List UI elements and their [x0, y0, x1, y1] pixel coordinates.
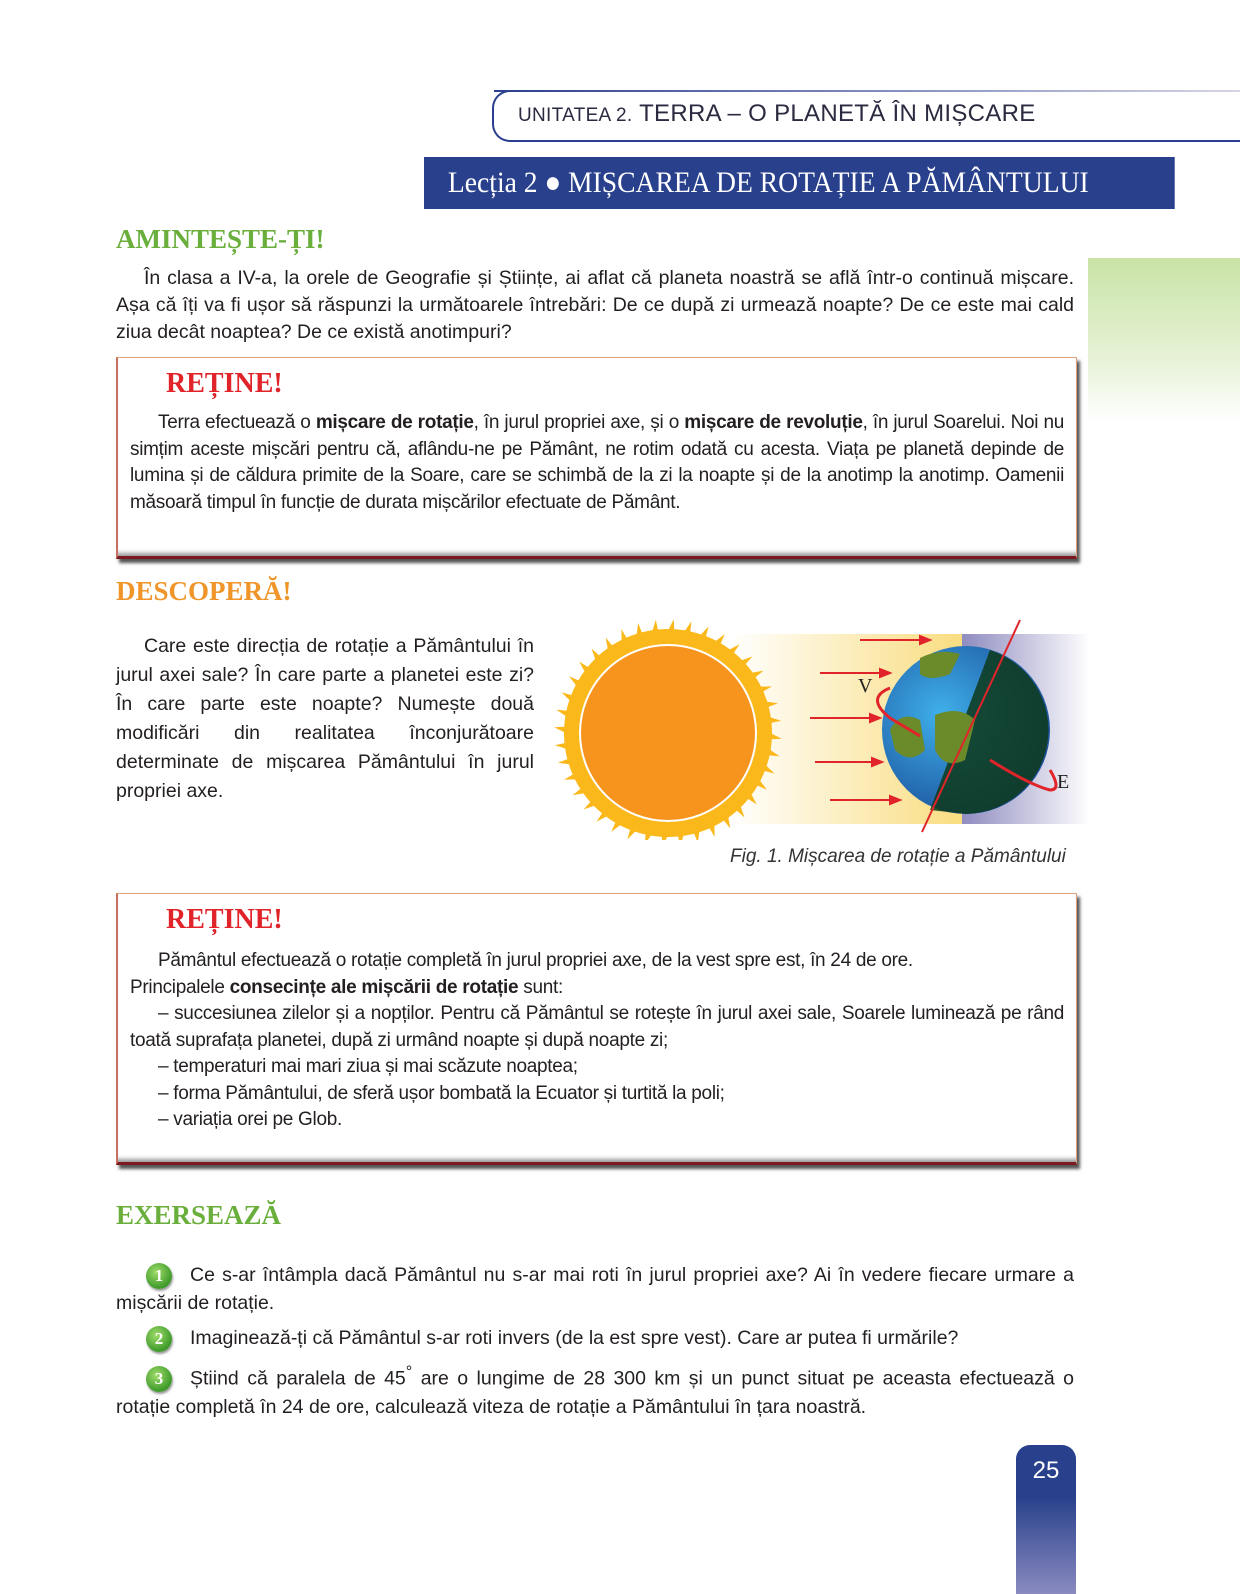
exercise-text: Imaginează-ți că Pământul s-ar roti invers (de la est spre vest). Care ar putea fi urmările? [190, 1327, 959, 1349]
exerseaza-heading: EXERSEAZĂ [116, 1200, 282, 1230]
aminteste-heading: AMINTEȘTE-ȚI! [116, 224, 325, 254]
text: , în jurul Soarelui. Noi nu simțim aceste mișcări pentru că, aflându-ne pe Pământ, ne rotim odată cu acesta. Viața pe planetă depinde de lumina și de căldura primite de la Soare, care se schimbă de la zi la noapte și de la anotimp la anotimp. Oamenii măsoară timpul în funcție de durata mișcărilor efectuate de Pământ. [130, 412, 1065, 513]
exercise-2 [116, 1324, 1074, 1352]
unit-header [518, 100, 1036, 128]
exercise-3 [116, 1358, 1074, 1421]
retine-text [130, 410, 1064, 516]
exercise-text: are o lungime de 28 300 km și un punct situat pe aceasta efectuează o rotație completă în 24 de ore, calculează viteza de rotație a Pământului în țara noastră. [116, 1367, 1074, 1418]
retine-text [130, 948, 1064, 1134]
number-badge: 1 [146, 1263, 172, 1289]
degree-sign: ° [405, 1363, 413, 1381]
exercise-text: Ce s-ar întâmpla dacă Pământul nu s-ar mai roti în jurul propriei axe? Ai în vedere fiecare urmare a mișcării de rotație. [116, 1264, 1074, 1314]
side-decoration [1088, 258, 1240, 423]
text-line: – succesiunea zilelor și a nopților. Pentru că Pământul se rotește în jurul axei sale, Soarele luminează pe rând toată suprafața planetei, după zi urmând noapte și după noapte zi; [130, 1003, 1064, 1051]
number-badge: 2 [146, 1326, 172, 1352]
retine-heading: REȚINE! [166, 904, 283, 935]
unit-label: UNITATEA 2. [518, 105, 633, 126]
text-line: Pământul efectuează o rotație completă în jurul propriei axe, de la vest spre est, în 24 de ore. [158, 950, 913, 971]
text: sunt: [518, 976, 563, 998]
retine-heading: REȚINE! [166, 368, 283, 399]
lesson-title: Lecția 2 ● MIȘCAREA DE ROTAȚIE A PĂMÂNTULUI [424, 157, 1175, 209]
retine-box-2 [116, 893, 1077, 1165]
label-east: E [1057, 771, 1070, 793]
text-line: – temperaturi mai mari ziua și mai scăzute noaptea; [158, 1056, 578, 1077]
descopera-heading: DESCOPERĂ! [116, 576, 292, 606]
term-rotation: mișcare de rotație [315, 412, 474, 433]
text-line: – forma Pământului, de sferă ușor bombată la Ecuator și turtită la poli; [158, 1082, 725, 1104]
exercise-text: Știind că paralela de 45 [190, 1367, 406, 1390]
aminteste-text: În clasa a IV-a, la orele de Geografie și Științe, ai aflat că planeta noastră se află într-o continuă mișcare. Așa că îți va fi ușor să răspunzi la următoarele întrebări: De ce după zi urmează noapte? De ce este mai cald ziua decât noaptea? De ce există anotimpuri? [116, 267, 1074, 343]
rotation-figure [550, 610, 1090, 840]
number-badge: 3 [146, 1366, 172, 1392]
unit-title: TERRA – O PLANETĂ ÎN MIȘCARE [639, 100, 1036, 127]
term-consequences: consecințe ale mișcării de rotație [229, 976, 519, 998]
figure-caption: Fig. 1. Mișcarea de rotație a Pământului [730, 846, 1066, 867]
term-revolution: mișcare de revoluție [684, 412, 863, 433]
retine-box-1 [116, 357, 1077, 559]
exercise-1 [116, 1261, 1074, 1317]
text: Terra efectuează o [158, 412, 316, 433]
label-west: V [858, 675, 873, 697]
descopera-text: Care este direcția de rotație a Pământului în jurul axei sale? În care parte a planetei este zi? În care parte este noapte? Numește două modificări din realitatea înconjurătoare determinate de mișcarea Pământului în jurul propriei axe. [116, 635, 534, 802]
text-line: – variația orei pe Glob. [158, 1109, 342, 1130]
text: , în jurul propriei axe, și o [473, 412, 685, 433]
text: Principalele [130, 976, 230, 998]
page-number: 25 [1016, 1445, 1076, 1594]
